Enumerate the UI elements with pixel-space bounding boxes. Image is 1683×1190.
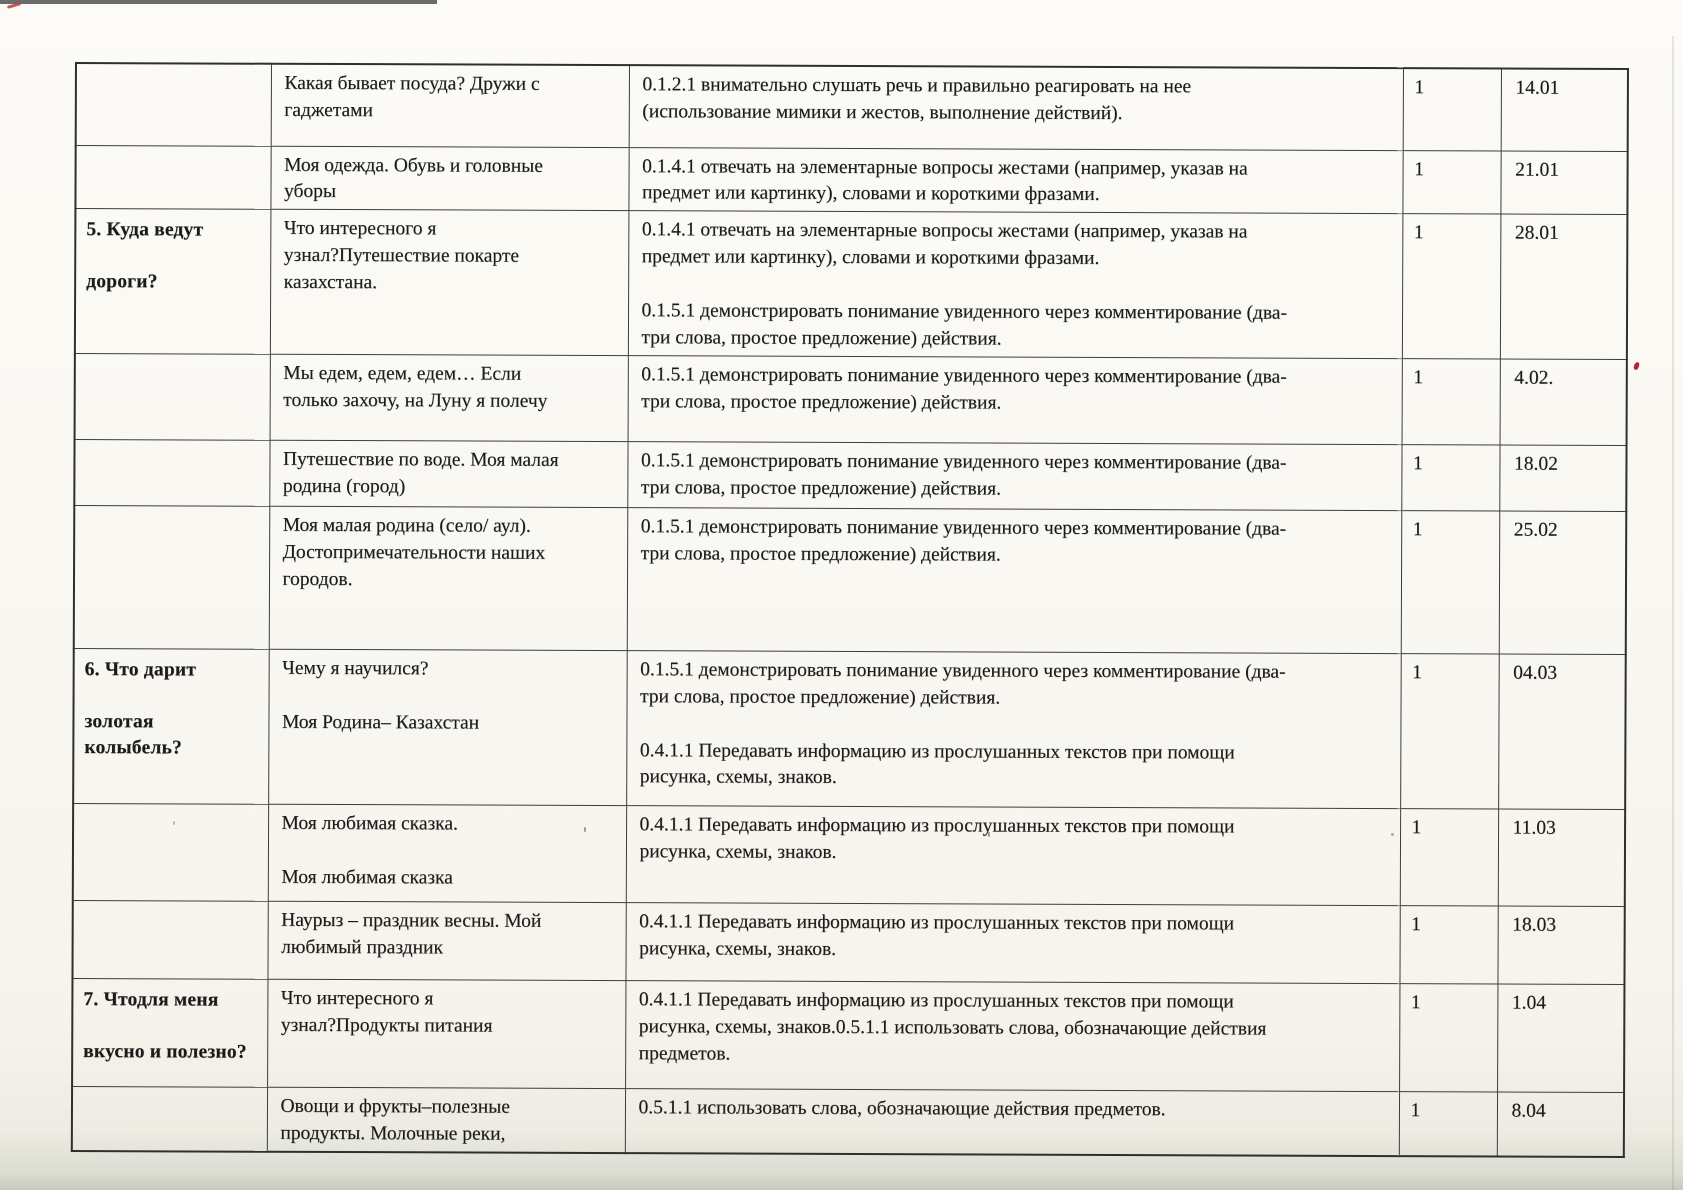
- table-row: [74, 439, 1626, 511]
- date-cell: 04.03: [1498, 654, 1626, 809]
- section-cell: [73, 803, 268, 901]
- topic-cell: Наурыз – праздник весны. Мой любимый праздник: [267, 901, 625, 980]
- curriculum-table: [71, 62, 1629, 1158]
- date-cell: 4.02.: [1500, 359, 1627, 445]
- paper-edge-shadow: [1672, 36, 1674, 1190]
- date-cell: 18.02: [1499, 445, 1626, 511]
- lesson-plan-table: [71, 62, 1629, 1158]
- topic-cell: Овощи и фрукты–полезные продукты. Молочные реки,: [267, 1087, 625, 1153]
- table-row: [72, 900, 1624, 984]
- section-cell: 5. Куда ведут дороги?: [75, 209, 271, 354]
- topic-cell: Чему я научился? Моя Родина– Казахстан: [268, 649, 627, 805]
- objectives-cell: 0.4.1.1 Передавать информацию из прослушанных текстов при помощи рисунка, схемы, знаков.0.5.1.1 использовать слова, обозначающие действия предметов.: [625, 980, 1399, 1091]
- date-cell: 11.03: [1498, 809, 1625, 906]
- topic-cell: Что интересного я узнал?Продукты питания: [267, 979, 625, 1088]
- section-cell: [75, 353, 270, 440]
- topic-cell: Моя одежда. Обувь и головные уборы: [270, 146, 628, 211]
- table-row: [75, 145, 1627, 215]
- section-cell: [74, 439, 269, 506]
- hours-cell: 1: [1400, 808, 1498, 905]
- section-cell: 7. Чтодля меня вкусно и полезно?: [72, 978, 267, 1087]
- table-row: [73, 648, 1626, 809]
- objectives-cell: 0.4.1.1 Передавать информацию из прослушанных текстов при помощи рисунка, схемы, знаков.: [625, 902, 1399, 983]
- objectives-cell: 0.1.2.1 внимательно слушать речь и правильно реагировать на нее (использование мимики и жестов, выполнение действий).: [629, 65, 1403, 150]
- hours-cell: 1: [1399, 905, 1497, 983]
- hours-cell: 1: [1402, 358, 1500, 444]
- hours-cell: 1: [1399, 983, 1497, 1091]
- date-cell: 25.02: [1499, 511, 1627, 654]
- section-cell: [75, 145, 270, 210]
- objectives-cell: 0.1.5.1 демонстрировать понимание увиденного через комментирование (два- три слова, простое предложение) действия.: [627, 441, 1401, 510]
- date-cell: 1.04: [1497, 984, 1624, 1092]
- topic-cell: Какая бывает посуда? Дружи с гаджетами: [271, 64, 629, 147]
- table-row: [72, 1086, 1624, 1156]
- section-cell: [76, 63, 271, 146]
- topic-cell: Что интересного я узнал?Путешествие покарте казахстана.: [270, 210, 629, 356]
- objectives-cell: 0.1.5.1 демонстрировать понимание увиденного через комментирование (два- три слова, простое предложение) действия. 0.4.1.1 Передавать информацию из прослушанных текстов при помощи рисунка, схемы, знаков.: [626, 650, 1401, 808]
- hours-cell: 1: [1403, 68, 1501, 150]
- objectives-cell: 0.5.1.1 использовать слова, обозначающие действия предметов.: [625, 1088, 1399, 1155]
- table-row: [73, 803, 1625, 906]
- hours-cell: 1: [1400, 653, 1499, 808]
- table-row: [72, 978, 1624, 1092]
- scan-edge-artifact: [0, 0, 437, 4]
- topic-cell: Путешествие по воде. Моя малая родина (город): [269, 440, 627, 507]
- topic-cell: Моя малая родина (село/ аул). Достопримечательности наших городов.: [269, 506, 628, 650]
- hours-cell: 1: [1402, 150, 1500, 214]
- objectives-cell: 0.4.1.1 Передавать информацию из прослушанных текстов при помощи рисунка, схемы, знаков.: [626, 805, 1400, 905]
- section-cell: [72, 1086, 267, 1151]
- objectives-cell: 0.1.4.1 отвечать на элементарные вопросы жестами (например, указав на предмет или картинку), словами и короткими фразами.: [628, 147, 1402, 214]
- section-cell: [74, 505, 270, 649]
- section-cell: 6. Что дарит золотая колыбель?: [73, 648, 269, 804]
- topic-cell: Мы едем, едем, едем… Если только захочу, на Луну я полечу: [270, 354, 628, 441]
- table-row: [75, 209, 1628, 359]
- hours-cell: 1: [1401, 444, 1499, 510]
- table-row: [75, 353, 1627, 445]
- date-cell: 8.04: [1497, 1092, 1624, 1157]
- red-ink-dot-right-margin: [1633, 362, 1640, 371]
- topic-cell: Моя любимая сказка. Моя любимая сказка: [268, 804, 626, 902]
- hours-cell: 1: [1401, 510, 1500, 653]
- date-cell: 21.01: [1500, 150, 1627, 214]
- objectives-cell: 0.1.5.1 демонстрировать понимание увиденного через комментирование (два- три слова, простое предложение) действия.: [628, 355, 1402, 444]
- objectives-cell: 0.1.5.1 демонстрировать понимание увиденного через комментирование (два- три слова, простое предложение) действия.: [627, 507, 1402, 653]
- table-row: [74, 505, 1627, 654]
- date-cell: 18.03: [1497, 906, 1624, 984]
- hours-cell: 1: [1402, 214, 1501, 359]
- date-cell: 28.01: [1500, 214, 1628, 359]
- date-cell: 14.01: [1501, 68, 1628, 150]
- table-row: [76, 63, 1628, 151]
- hours-cell: 1: [1399, 1091, 1497, 1156]
- objectives-cell: 0.1.4.1 отвечать на элементарные вопросы жестами (например, указав на предмет или картинку), словами и короткими фразами. 0.1.5.1 демонстрировать понимание увиденного через комментирование (два- три слова, простое предложение) действия.: [628, 211, 1403, 359]
- section-cell: [72, 900, 267, 979]
